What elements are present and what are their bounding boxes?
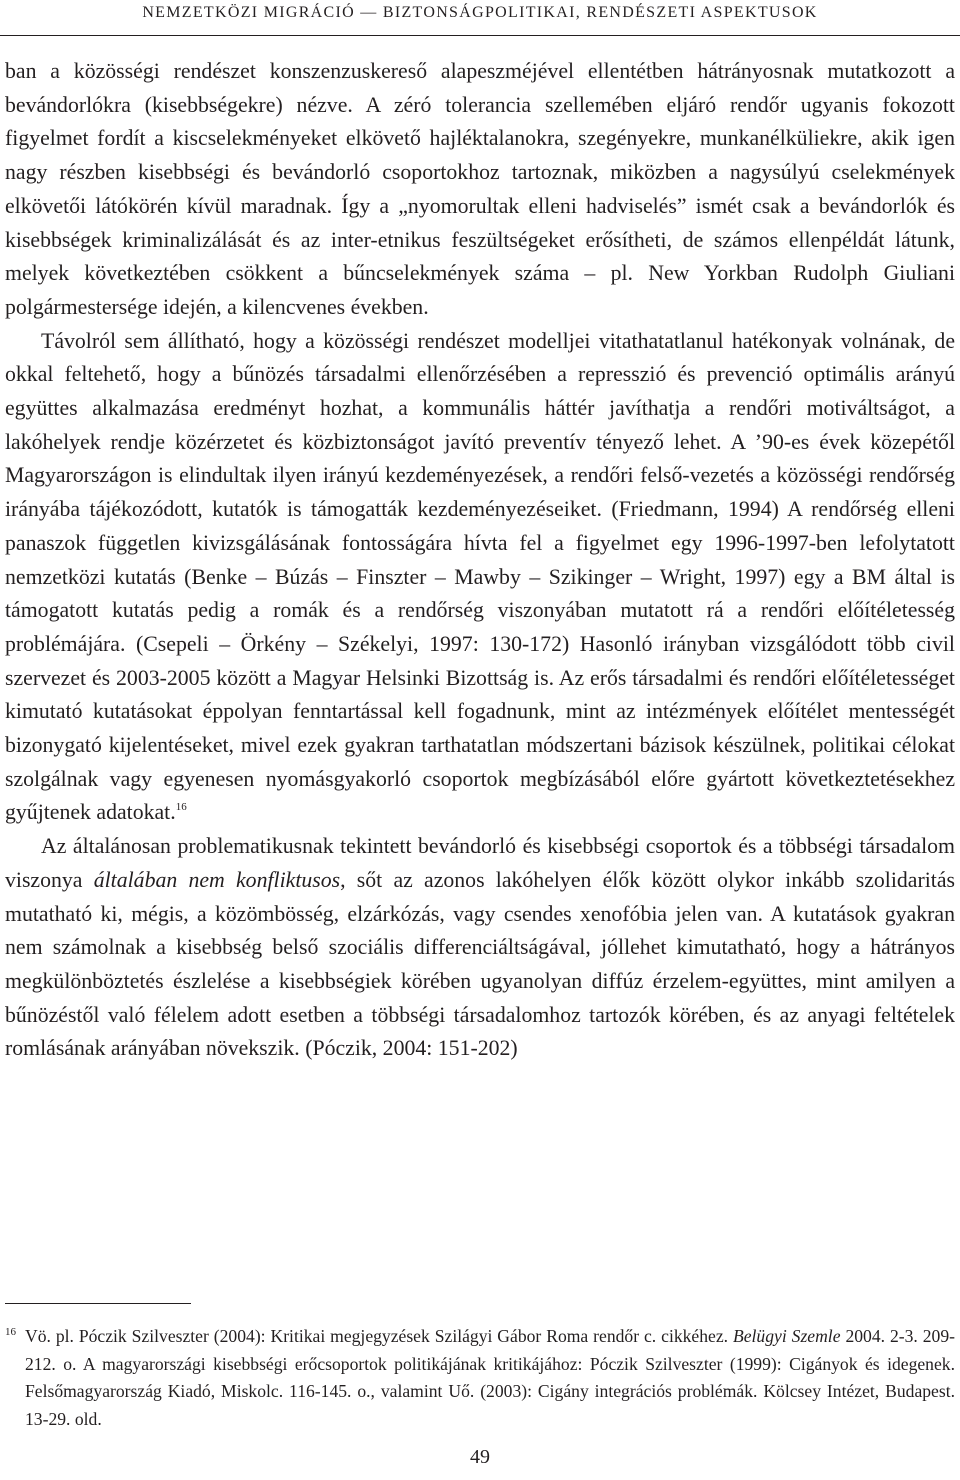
footnote-divider <box>5 1303 191 1304</box>
header-divider <box>0 35 960 36</box>
page-number: 49 <box>470 1446 490 1468</box>
footnote-reference-16[interactable]: 16 <box>175 801 187 814</box>
paragraph-3-text-start: Az általánosan problematikusnak tekintett bevándorló és kisebbségi csoportok és a többségi társadalom viszonya <box>5 834 955 892</box>
running-header: NEMZETKÖZI MIGRÁCIÓ — BIZTONSÁGPOLITIKAI, RENDÉSZETI ASPEKTUSOK <box>142 4 818 21</box>
footnote-number: 16 <box>5 1326 16 1338</box>
footnote-text <box>25 1323 955 1433</box>
footnote-text-start: Vö. pl. Póczik Szilveszter (2004): Kritikai megjegyzések Szilágyi Gábor Roma rendőr c. cikkéhez. <box>25 1326 733 1346</box>
paragraph-3-emphasis: általában nem konfliktusos <box>93 867 341 892</box>
main-text <box>5 55 955 1066</box>
footnote-16 <box>5 1323 955 1433</box>
footnote-journal-title: Belügyi Szemle <box>732 1326 841 1346</box>
paragraph-3 <box>5 830 955 1066</box>
paragraph-2-text: Távolról sem állítható, hogy a közösségi rendészet modelljei vitathatatlanul hatékonyak volnának, de okkal feltehető, hogy a bűnözés társadalmi ellenőrzésében a represszió és prevenció optimális arányú együttes alkalmazása eredményt hozhat, a kommunális háttér javíthatja a rendőri motiváltságot, a lakóhelyek rendje közérzetet és közbiztonságot javító preventív tényező lehet. A ’90-es évek közepétől Magyarországon is elindultak ilyen irányú kezdeményezések, a rendőri felső-vezetés a közösségi rendőrség irányába tájékozódott, kutatók is támogatták kezdeményezéseiket. (Friedmann, 1994) A rendőrség elleni panaszok független kivizsgálásának fontosságára hívta fel a figyelmet egy 1996-1997-ben lefolytatott nemzetközi kutatás (Benke – Búzás – Finszter – Mawby – Szikinger – Wright, 1997) egy a BM által is támogatott kutatás pedig a romák és a rendőrség viszonyában mutatott rá a rendőri előítéletesség problémájára. (Csepeli – Örkény – Székelyi, 1997: 130-172) Hasonló irányban vizsgálódott több civil szervezet és 2003-2005 között a Magyar Helsinki Bizottság is. Az erős társadalmi és rendőri előítéletességet kimutató kutatásokat éppolyan fenntartással kell fogadnunk, mint az intézmények előítélet mentességét bizonygató kijelentéseket, mivel ezek gyakran tarthatatlan módszertani bázisok készülnek, politikai célokat szolgálnak vagy egyenesen nyomásgyakorló csoportok megbízásából előre gyártott következtetésekhez gyűjtenek adatokat. <box>5 328 955 825</box>
paragraph-2 <box>5 325 955 831</box>
paragraph-1: ban a közösségi rendészet konszenzuskereső alapeszméjével ellentétben hátrányosnak mutatkozott a bevándorlókra (kisebbségekre) nézve. A zéró tolerancia szellemében eljáró rendőr ugyanis fokozott figyelmet fordít a kiscselekményeket elkövető hajléktalanokra, szegényekre, munkanélküliekre, akik igen nagy részben kisebbségi és bevándorló csoportokhoz tartoznak, miközben a nagysúlyú cselekmények elkövetői látókörén kívül maradnak. Így a „nyomorultak elleni hadviselés” ismét csak a bevándorlók és kisebbségek kriminalizálását és az inter-etnikus feszültségeket erősítheti, de számos ellenpéldát látunk, melyek következtében csökkent a bűncselekmények száma – pl. New Yorkban Rudolph Giuliani polgármestersége idején, a kilencvenes években. <box>5 59 955 319</box>
paragraph-3-text-end: , sőt az azonos lakóhelyen élők között olykor inkább szolidaritás mutatható ki, mégis, a közömbösség, elzárkózás, vagy csendes xenofóbia jelen van. A kutatások gyakran nem számolnak a kisebbség belső szociális differenciáltságával, jóllehet kimutatható, hogy a hátrányos megkülönböztetés észlelése a kisebbségiek körében ugyanolyan diffúz érzelem-együttes, mint amilyen a bűnözéstől való félelem adott esetben a többségi társadalomhoz tartozók körében, és az anyagi feltételek romlásának arányában növekszik. (Póczik, 2004: 151-202) <box>5 867 955 1061</box>
footnote-text-end: 2004. 2-3. 209-212. o. A magyarországi kisebbségi erőcsoportok politikájának kritikájához: Póczik Szilveszter (1999): Cigányok és idegenek. Felsőmagyarország Kiadó, Miskolc. 116-145. o., valamint Uő. (2003): Cigány integrációs problémák. Kölcsey Intézet, Budapest. 13-29. old. <box>25 1326 955 1429</box>
